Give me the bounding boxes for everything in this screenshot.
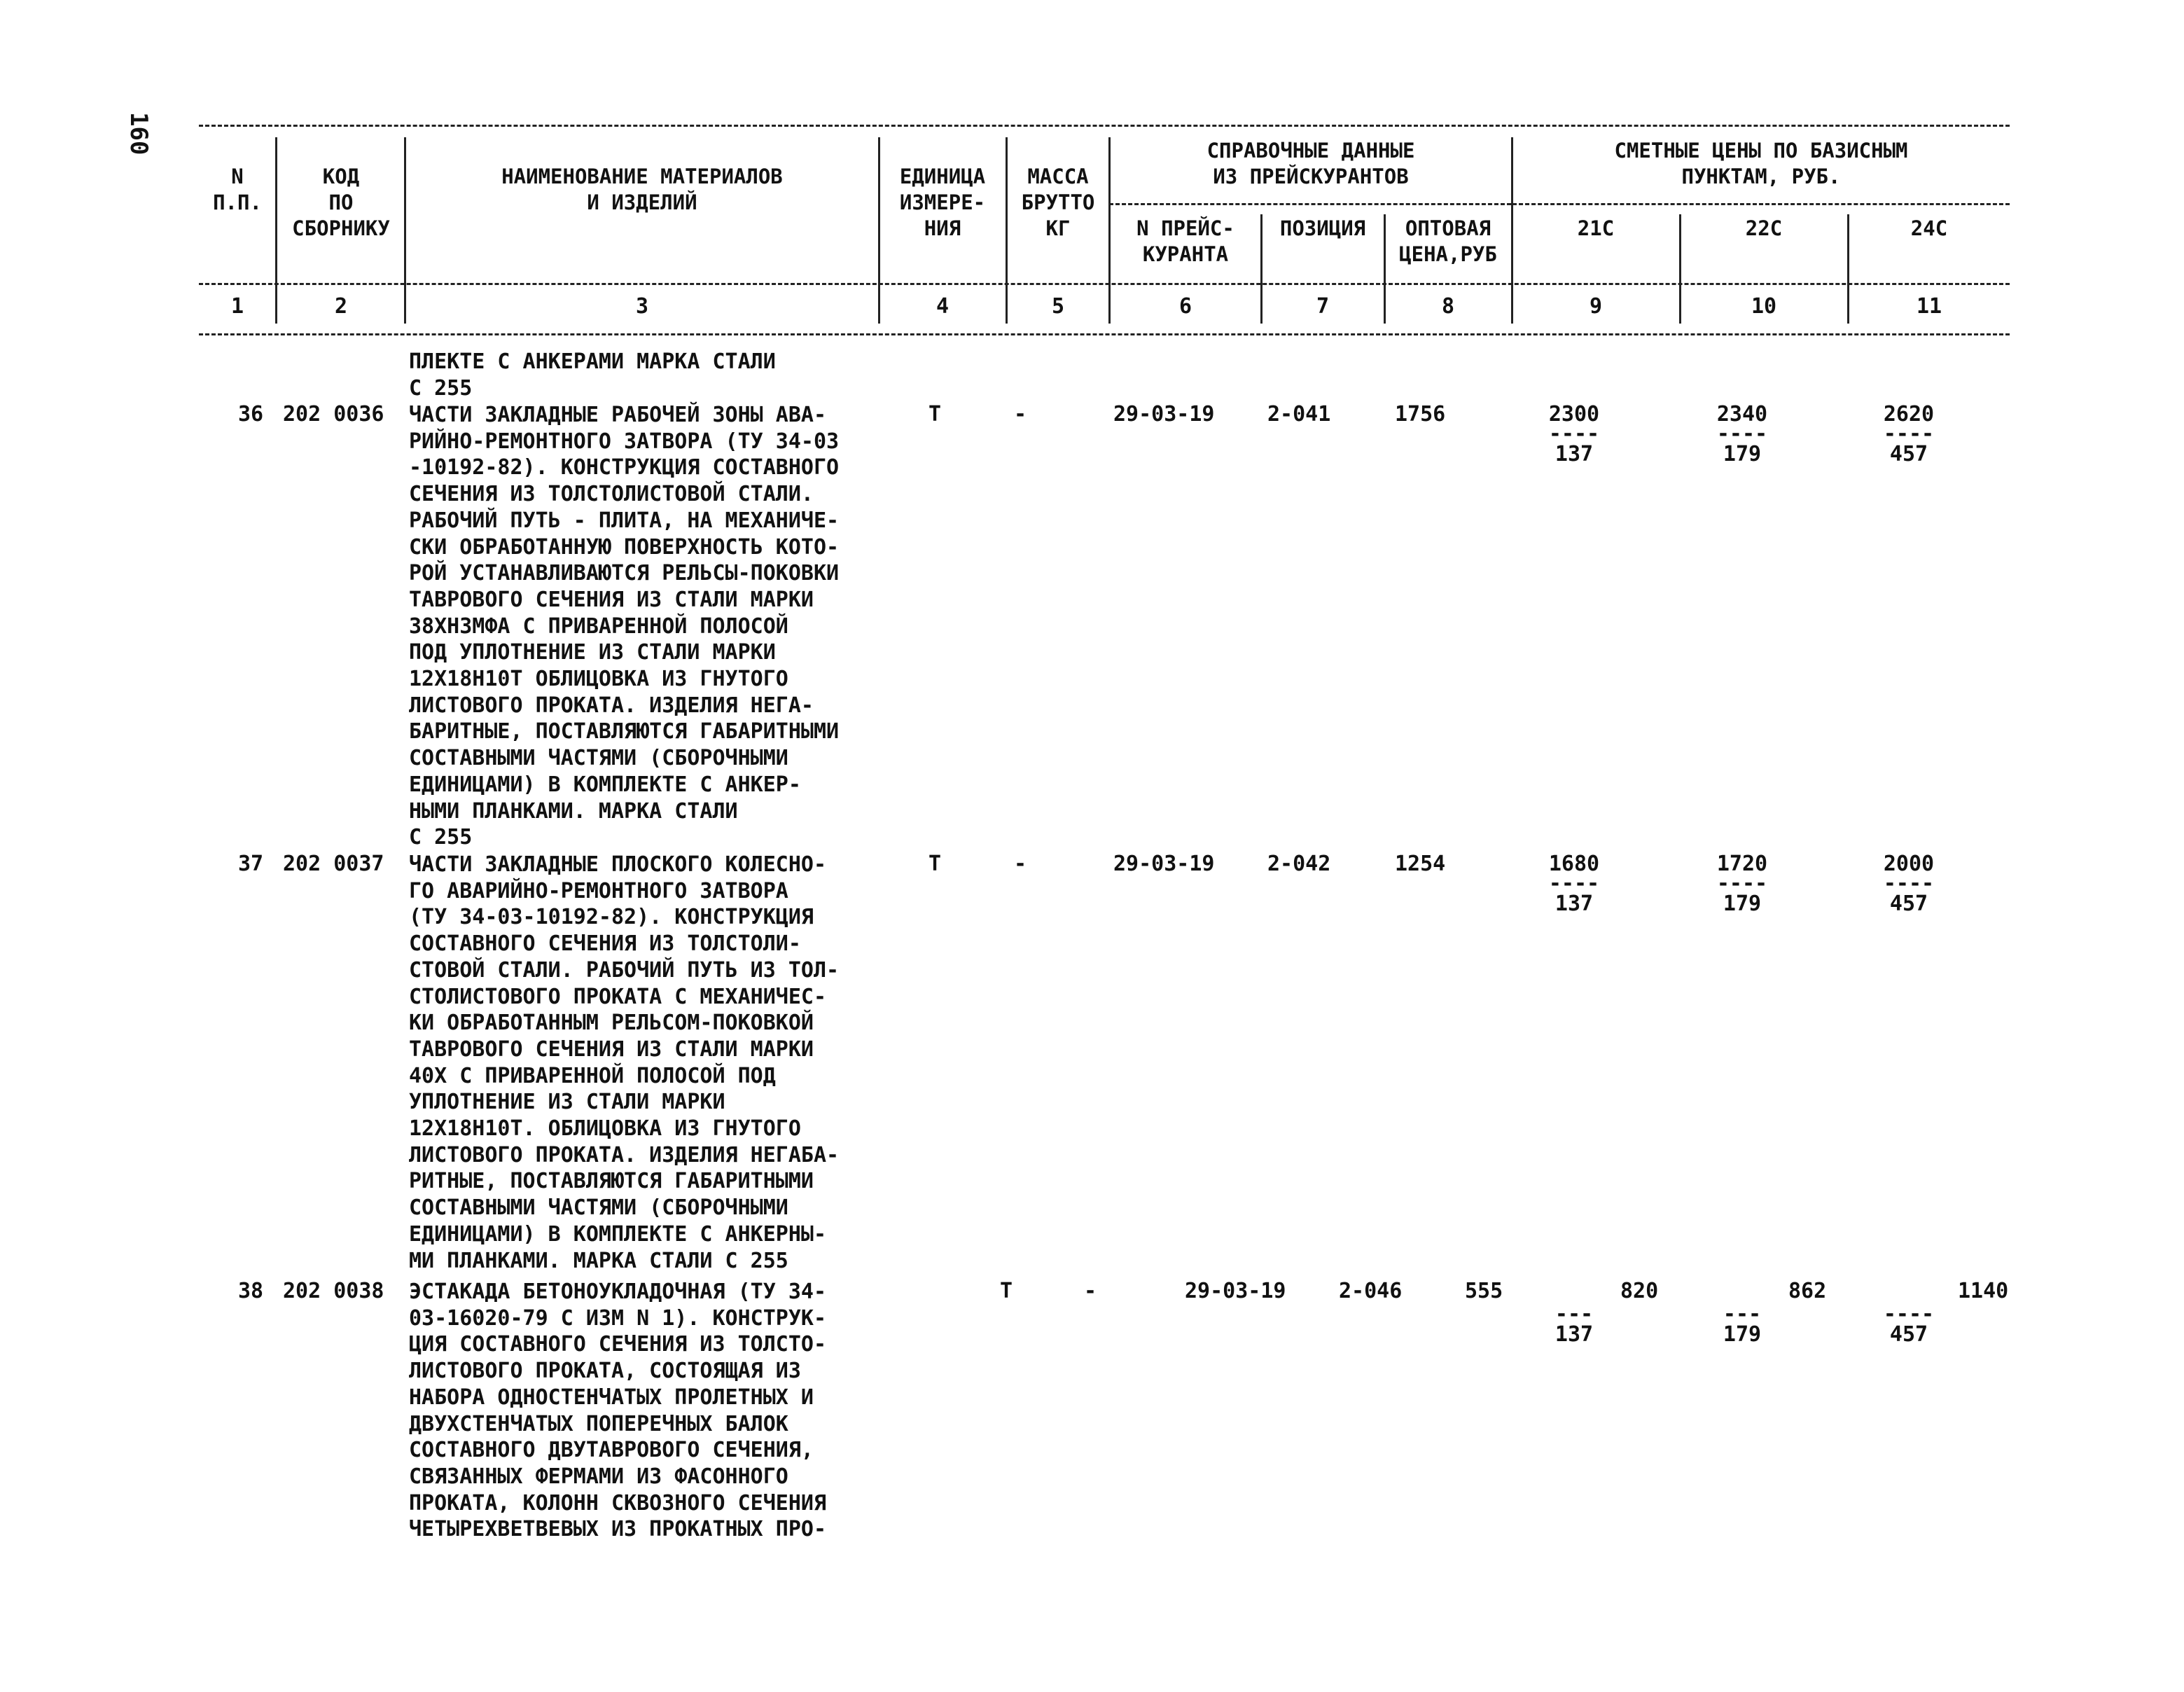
row-pricelist: 29-03-19 <box>1113 402 1215 427</box>
row-mass: - <box>1084 1279 1097 1303</box>
row-number: 37 <box>238 852 264 876</box>
col-number: 4 <box>935 294 950 319</box>
row-price-21c: 2300 ---- 137 <box>1548 402 1600 466</box>
col-number: 2 <box>334 294 348 319</box>
row-price-22c: --- 179 <box>1723 1302 1762 1347</box>
row-description: ЧАСТИ ЗАКЛАДНЫЕ РАБОЧЕЙ ЗОНЫ АВА- РИЙНО-РЕМОНТНОГО ЗАТВОРА (ТУ 34-03 -10192-82). КОНСТРУКЦИЯ СОСТАВНОГО СЕЧЕНИЯ ИЗ ТОЛСТОЛИСТОВОЙ СТАЛИ. РАБОЧИЙ ПУТЬ - ПЛИТА, НА МЕХАНИЧЕ- СКИ ОБРАБОТАННУЮ ПОВЕРХНОСТЬ КОТО- РОЙ УСТАНАВЛИВАЮТСЯ РЕЛЬСЫ-ПОКОВКИ ТАВРОВОГО СЕЧЕНИЯ ИЗ СТАЛИ МАРКИ 38ХН3МФА С ПРИВАРЕННОЙ ПОЛОСОЙ ПОД УПЛОТНЕНИЕ ИЗ СТАЛИ МАРКИ 12Х18Н10Т ОБЛИЦОВКА ИЗ ГНУТОГО ЛИСТОВОГО ПРОКАТА. ИЗДЕЛИЯ НЕГА- БАРИТНЫЕ, ПОСТАВЛЯЮТСЯ ГАБАРИТНЫМИ СОСТАВНЫМИ ЧАСТЯМИ (СБОРОЧНЫМИ ЕДИНИЦАМИ) В КОМПЛЕКТЕ С АНКЕР- НЫМИ ПЛАНКАМИ. МАРКА СТАЛИ С 255 <box>409 403 840 850</box>
col-number: 11 <box>1916 294 1942 319</box>
header-col-pricelist: N ПРЕЙС- КУРАНТА <box>1136 216 1234 266</box>
row-position: 2-041 <box>1267 402 1331 427</box>
row-position: 2-042 <box>1267 852 1331 876</box>
row-price-22c: 1720 ---- 179 <box>1716 852 1768 916</box>
row-wholesale: 555 <box>1465 1279 1503 1303</box>
row-mass: - <box>1014 852 1027 876</box>
row-unit: Т <box>1000 1279 1013 1303</box>
header-ref-group: СПРАВОЧНЫЕ ДАННЫЕ ИЗ ПРЕЙСКУРАНТОВ <box>1206 139 1415 188</box>
continuation-text: ПЛЕКТЕ С АНКЕРАМИ МАРКА СТАЛИ С 255 <box>409 349 776 401</box>
header-mid-rule <box>199 283 2010 285</box>
col-number: 5 <box>1051 294 1065 319</box>
row-code: 202 0038 <box>283 1279 384 1303</box>
col-number: 9 <box>1589 294 1603 319</box>
col-number: 10 <box>1751 294 1777 319</box>
col-number: 7 <box>1316 294 1330 319</box>
header-group-rule <box>1512 203 2010 205</box>
row-wholesale: 1254 <box>1395 852 1446 876</box>
header-col-22c: 22С <box>1745 216 1783 240</box>
row-price-24c: 2620 ---- 457 <box>1883 402 1935 466</box>
col-number: 8 <box>1441 294 1455 319</box>
header-col-unit: ЕДИНИЦА ИЗМЕРЕ- НИЯ <box>899 165 986 240</box>
header-col-number: N П.П. <box>213 165 262 214</box>
row-description: ЧАСТИ ЗАКЛАДНЫЕ ПЛОСКОГО КОЛЕСНО- ГО АВАРИЙНО-РЕМОНТНОГО ЗАТВОРА (ТУ 34-03-10192-82). КОНСТРУКЦИЯ СОСТАВНОГО СЕЧЕНИЯ ИЗ ТОЛСТОЛИ- СТОВОЙ СТАЛИ. РАБОЧИЙ ПУТЬ ИЗ ТОЛ- СТОЛИСТОВОГО ПРОКАТА С МЕХАНИЧЕС- КИ ОБРАБОТАННЫМ РЕЛЬСОМ-ПОКОВКОЙ ТАВРОВОГО СЕЧЕНИЯ ИЗ СТАЛИ МАРКИ 40Х С ПРИВАРЕННОЙ ПОЛОСОЙ ПОД УПЛОТНЕНИЕ ИЗ СТАЛИ МАРКИ 12Х18Н10Т. ОБЛИЦОВКА ИЗ ГНУТОГО ЛИСТОВОГО ПРОКАТА. ИЗДЕЛИЯ НЕГАБА- РИТНЫЕ, ПОСТАВЛЯЮТСЯ ГАБАРИТНЫМИ СОСТАВНЫМИ ЧАСТЯМИ (СБОРОЧНЫМИ ЕДИНИЦАМИ) В КОМПЛЕКТЕ С АНКЕРНЫ- МИ ПЛАНКАМИ. МАРКА СТАЛИ С 255 <box>409 852 840 1273</box>
row-price-24c: ---- 457 <box>1883 1302 1935 1347</box>
row-code: 202 0037 <box>283 852 384 876</box>
header-col-mass: МАССА БРУТТО КГ <box>1021 165 1095 240</box>
header-group-rule <box>1109 203 1511 205</box>
row-pricelist: 29-03-19 <box>1113 852 1215 876</box>
row-pricelist: 29-03-19 <box>1185 1279 1286 1303</box>
row-price-22c: 2340 ---- 179 <box>1716 402 1768 466</box>
header-bottom-rule <box>199 333 2010 335</box>
header-price-group: СМЕТНЫЕ ЦЕНЫ ПО БАЗИСНЫМ ПУНКТАМ, РУБ. <box>1614 139 1908 188</box>
row-number: 38 <box>238 1279 264 1303</box>
row-position: 2-046 <box>1339 1279 1403 1303</box>
header-col-code: КОД ПО СБОРНИКУ <box>292 165 390 240</box>
header-col-name: НАИМЕНОВАНИЕ МАТЕРИАЛОВ И ИЗДЕЛИЙ <box>501 165 783 214</box>
row-mass: - <box>1014 402 1027 427</box>
col-number: 1 <box>230 294 244 319</box>
col-number: 6 <box>1178 294 1192 319</box>
row-price-24c-top: 1140 <box>1958 1279 2009 1303</box>
row-unit: Т <box>928 402 942 427</box>
header-col-24c: 24С <box>1910 216 1948 240</box>
header-col-21c: 21С <box>1577 216 1615 240</box>
row-code: 202 0036 <box>283 402 384 427</box>
header-top-rule <box>199 125 2010 127</box>
header-col-position: ПОЗИЦИЯ <box>1279 216 1366 240</box>
row-number: 36 <box>238 402 264 427</box>
col-number: 3 <box>635 294 649 319</box>
row-unit: Т <box>928 852 942 876</box>
row-price-21c-top: 820 <box>1620 1279 1659 1303</box>
row-price-21c: 1680 ---- 137 <box>1548 852 1600 916</box>
row-description: ЭСТАКАДА БЕТОНОУКЛАДОЧНАЯ (ТУ 34- 03-16020-79 С ИЗМ N 1). КОНСТРУК- ЦИЯ СОСТАВНОГО СЕЧЕНИЯ ИЗ ТОЛСТО- ЛИСТОВОГО ПРОКАТА, СОСТОЯЩАЯ ИЗ НАБОРА ОДНОСТЕНЧАТЫХ ПРОЛЕТНЫХ И ДВУХСТЕНЧАТЫХ ПОПЕРЕЧНЫХ БАЛОК СОСТАВНОГО ДВУТАВРОВОГО СЕЧЕНИЯ, СВЯЗАННЫХ ФЕРМАМИ ИЗ ФАСОННОГО ПРОКАТА, КОЛОНН СКВОЗНОГО СЕЧЕНИЯ ЧЕТЫРЕХВЕТВЕВЫХ ИЗ ПРОКАТНЫХ ПРО- <box>409 1280 827 1542</box>
row-price-21c: --- 137 <box>1554 1302 1594 1347</box>
header-col-wholesale: ОПТОВАЯ ЦЕНА,РУБ <box>1399 216 1497 266</box>
page-number: 160 <box>125 112 153 155</box>
row-wholesale: 1756 <box>1395 402 1446 427</box>
row-price-24c: 2000 ---- 457 <box>1883 852 1935 916</box>
row-price-22c-top: 862 <box>1788 1279 1827 1303</box>
